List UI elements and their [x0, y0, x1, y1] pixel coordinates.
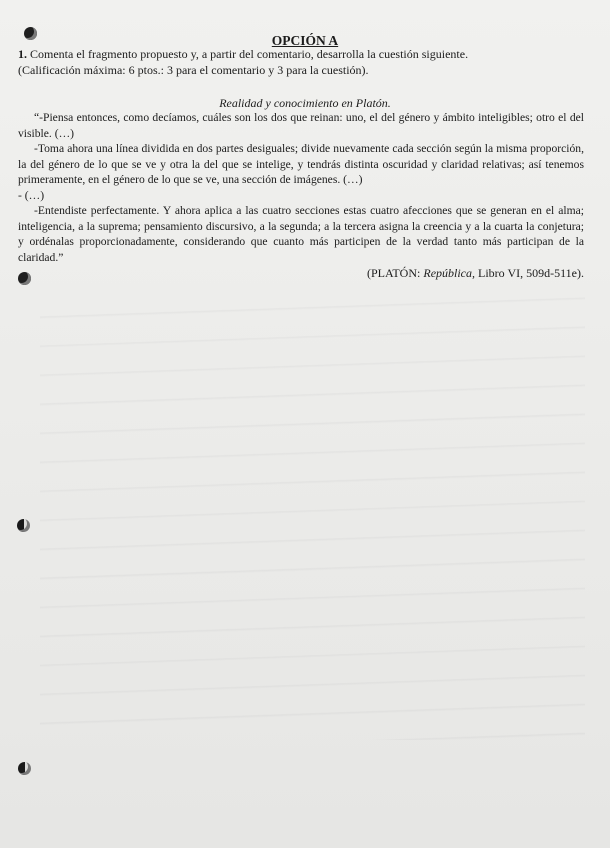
citation-work: República,: [423, 266, 476, 280]
citation-reference: Libro VI, 509d-511e).: [475, 266, 584, 280]
question-number: 1.: [18, 47, 27, 61]
fragment-paragraph: “-Piensa entonces, como decíamos, cuáles son los dos que reinan: uno, el del género y ámbito inteligibles; otro el del visible. (…): [18, 111, 584, 140]
punch-hole-bottom: [18, 762, 31, 775]
punch-hole-middle: [17, 519, 30, 532]
fragment-title: Realidad y conocimiento en Platón.: [219, 96, 391, 110]
page-title: OPCIÓN A: [271, 33, 339, 48]
fragment-paragraph: -Toma ahora una línea dividida en dos partes desiguales; divide nuevamente cada sección según la misma proporción, la del género de lo que se ve y otra la del que se intelige, y tendrás distinta oscuridad y claridad relativas; así tenemos primeramente, en el género de lo que se ve, una sección de imágenes. (…): [18, 142, 584, 186]
fragment-paragraph: -Entendiste perfectamente. Y ahora aplica a las cuatro secciones estas cuatro afecciones que se generan en el alma; inteligencia, a la suprema; pensamiento discursivo, a la segunda; a la tercera asigna la creencia y a la cuarta la conjetura; y ordénalas proporcionadamente, considerando que cuanto más participen de la verdad tanto más participan de la claridad.”: [18, 204, 584, 264]
grading-note: (Calificación máxima: 6 ptos.: 3 para el comentario y 3 para la cuestión).: [18, 63, 369, 77]
fragment-paragraph: - (…): [18, 188, 45, 202]
fragment-text: [18, 110, 584, 265]
bleed-through-shadow: [40, 290, 585, 740]
citation: [367, 266, 584, 281]
citation-author: (PLATÓN:: [367, 266, 424, 280]
question-statement: [18, 47, 584, 62]
punch-hole-upper: [18, 272, 31, 285]
question-text: Comenta el fragmento propuesto y, a partir del comentario, desarrolla la cuestión siguiente.: [30, 47, 469, 61]
